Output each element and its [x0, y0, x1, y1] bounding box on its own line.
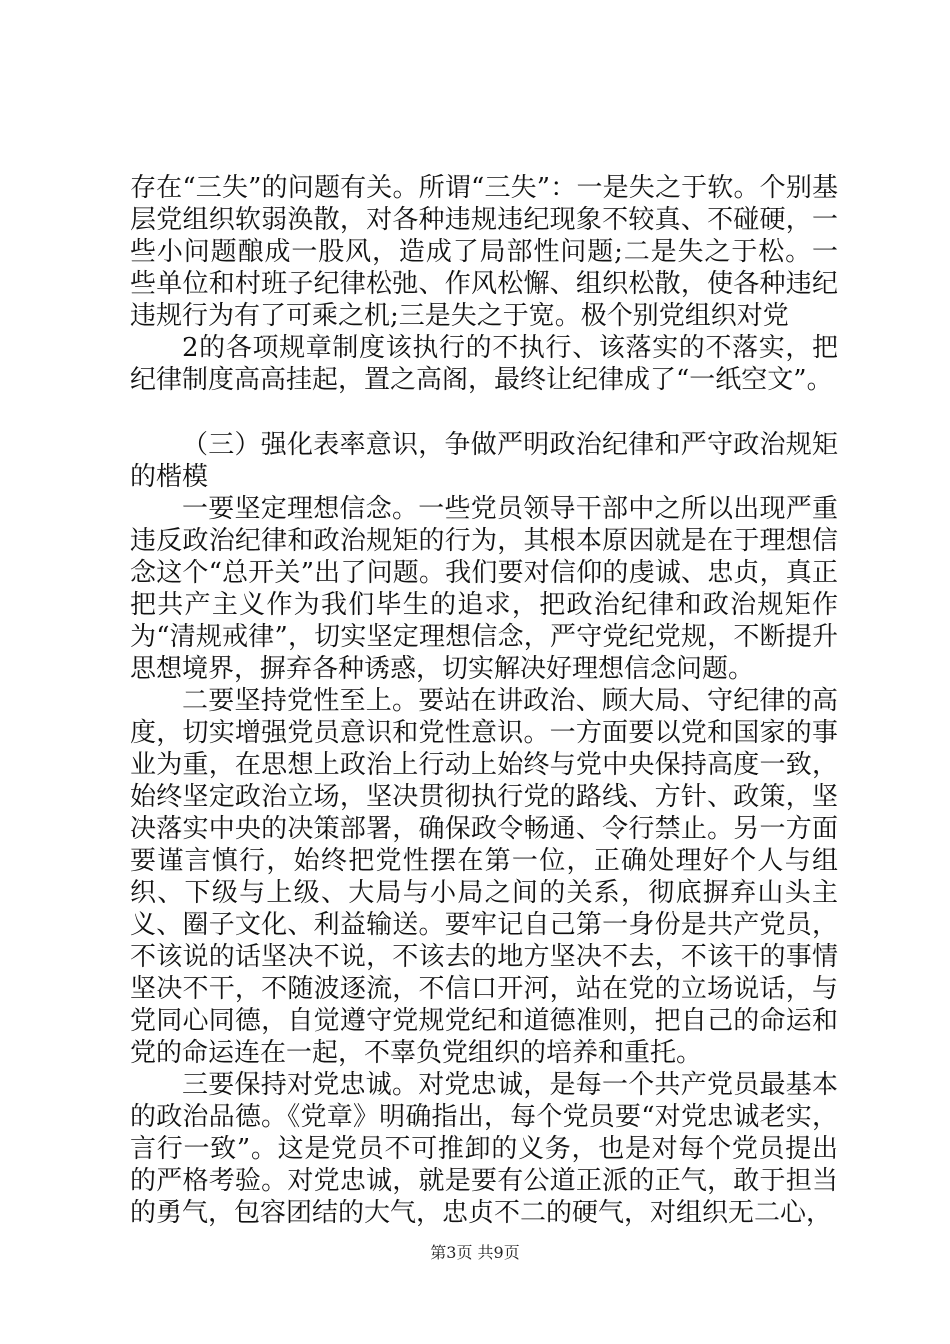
- section-heading: （三）强化表率意识，争做严明政治纪律和严守政治规矩的楷模: [130, 430, 838, 492]
- body-text: [130, 172, 838, 1229]
- paragraph-gap: [130, 396, 838, 429]
- paragraph-ideals: 一要坚定理想信念。一些党员领导干部中之所以出现严重违反政治纪律和政治规矩的行为，其根本原因就是在于理想信念这个“总开关”出了问题。我们要对信仰的虔诚、忠贞，真正把共产主义作为我们毕生的追求，把政治纪律和政治规矩作为“清规戒律”，切实坚定理想信念，严守党纪党规，不断提升思想境界，摒弃各种诱惑，切实解决好理想信念问题。: [130, 494, 838, 684]
- paragraph-party-spirit: 二要坚持党性至上。要站在讲政治、顾大局、守纪律的高度，切实增强党员意识和党性意识。一方面要以党和国家的事业为重，在思想上政治上行动上始终与党中央保持高度一致，始终坚定政治立场，坚决贯彻执行党的路线、方针、政策，坚决落实中央的决策部署，确保政令畅通、令行禁止。另一方面要谨言慎行，始终把党性摆在第一位，正确处理好个人与组织、下级与上级、大局与小局之间的关系，彻底摒弃山头主义、圈子文化、利益输送。要牢记自己第一身份是共产党员，不该说的话坚决不说，不该去的地方坚决不去，不该干的事情坚决不干，不随波逐流，不信口开河，站在党的立场说话，与党同心同德，自觉遵守党规党纪和道德准则，把自己的命运和党的命运连在一起，不辜负党组织的培养和重托。: [130, 686, 838, 1068]
- paragraph-loyalty: 三要保持对党忠诚。对党忠诚，是每一个共产党员最基本的政治品德。《党章》明确指出，每个党员要“对党忠诚老实，言行一致”。这是党员不可推卸的义务，也是对每个党员提出的严格考验。对党忠诚，就是要有公道正派的正气，敢于担当的勇气，包容团结的大气，忠贞不二的硬气，对组织无二心，: [130, 1070, 838, 1228]
- paragraph-continuation: 存在“三失”的问题有关。所谓“三失”：一是失之于软。个别基层党组织软弱涣散，对各种违规违纪现象不较真、不碰硬，一些小问题酿成一股风，造成了局部性问题;二是失之于松。一些单位和村班子纪律松弛、作风松懈、组织松散，使各种违纪违规行为有了可乘之机;三是失之于宽。极个别党组织对党: [130, 173, 838, 331]
- page-footer: 第3页 共9页: [430, 1243, 520, 1262]
- paragraph-page-break-continuation: 2的各项规章制度该执行的不执行、该落实的不落实，把纪律制度高高挂起，置之高阁，最终让纪律成了“一纸空文”。: [130, 333, 838, 395]
